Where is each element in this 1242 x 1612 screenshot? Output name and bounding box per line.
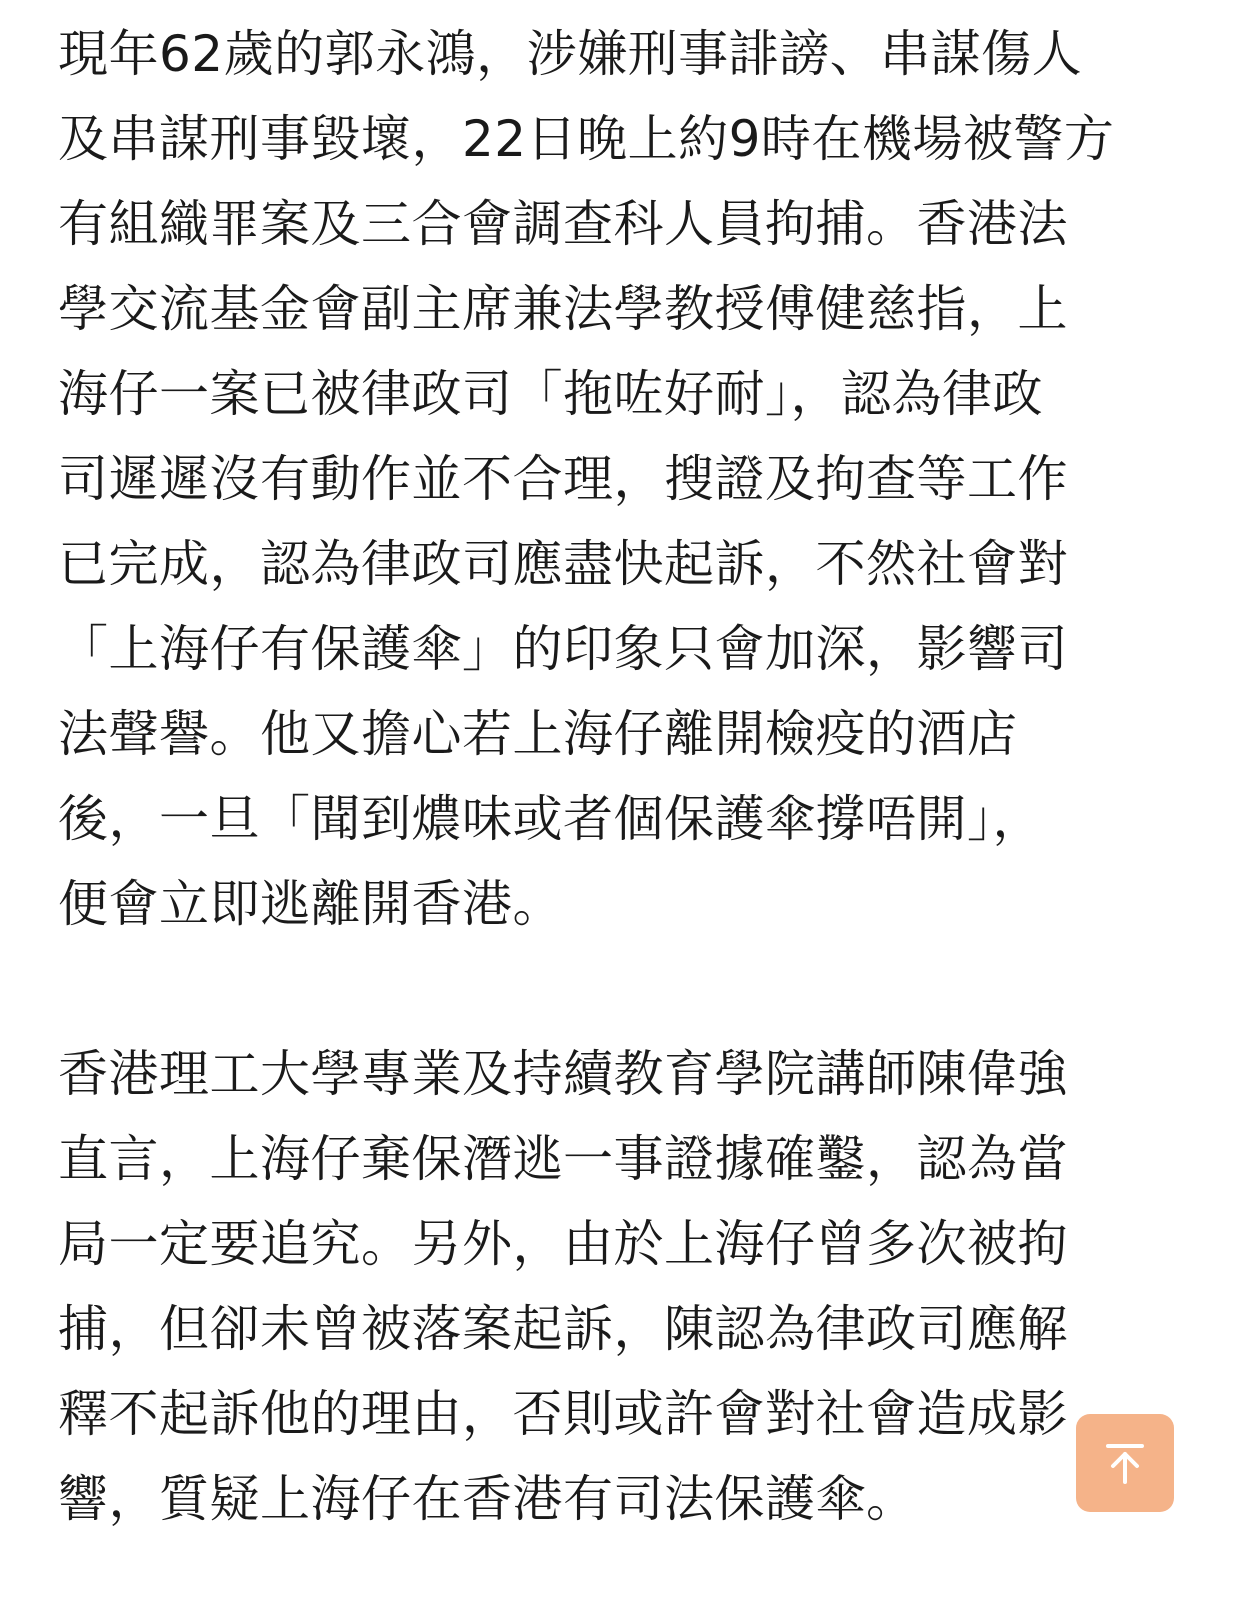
paragraph-line: 直言，上海仔棄保潛逃一事證據確鑿，認為當: [58, 1130, 1068, 1188]
paragraph-line: 已完成，認為律政司應盡快起訴，不然社會對: [58, 535, 1068, 593]
article-paragraph-2: [58, 1032, 1130, 1542]
arrow-up-icon: [1102, 1440, 1148, 1486]
paragraph-line: 學交流基金會副主席兼法學教授傅健慈指，上: [58, 280, 1068, 338]
paragraph-line: 香港理工大學專業及持續教育學院講師陳偉強: [58, 1045, 1068, 1103]
article-paragraph-1: [58, 12, 1130, 947]
paragraph-line: 響，質疑上海仔在香港有司法保護傘。: [58, 1470, 917, 1528]
paragraph-line: 法聲譽。他又擔心若上海仔離開檢疫的酒店: [58, 705, 1018, 763]
paragraph-line: 有組織罪案及三合會調查科人員拘捕。香港法: [58, 195, 1068, 253]
paragraph-line: 「上海仔有保護傘」的印象只會加深，影響司: [58, 620, 1068, 678]
paragraph-line: 海仔一案已被律政司「拖咗好耐」，認為律政: [58, 365, 1043, 423]
article-body: [58, 12, 1130, 1542]
paragraph-line: 局一定要追究。另外，由於上海仔曾多次被拘: [58, 1215, 1068, 1273]
paragraph-line: 釋不起訴他的理由，否則或許會對社會造成影: [58, 1385, 1068, 1443]
back-to-top-button[interactable]: [1076, 1414, 1174, 1512]
paragraph-line: 便會立即逃離開香港。: [58, 875, 563, 933]
paragraph-line: 司遲遲沒有動作並不合理，搜證及拘查等工作: [58, 450, 1068, 508]
paragraph-line: 捕，但卻未曾被落案起訴，陳認為律政司應解: [58, 1300, 1068, 1358]
paragraph-line: 現年62歲的郭永鴻，涉嫌刑事誹謗、串謀傷人: [58, 25, 1083, 83]
paragraph-line: 後，一旦「聞到燶味或者個保護傘撐唔開」，: [58, 790, 1043, 848]
paragraph-line: 及串謀刑事毀壞，22日晚上約9時在機場被警方: [58, 110, 1115, 168]
